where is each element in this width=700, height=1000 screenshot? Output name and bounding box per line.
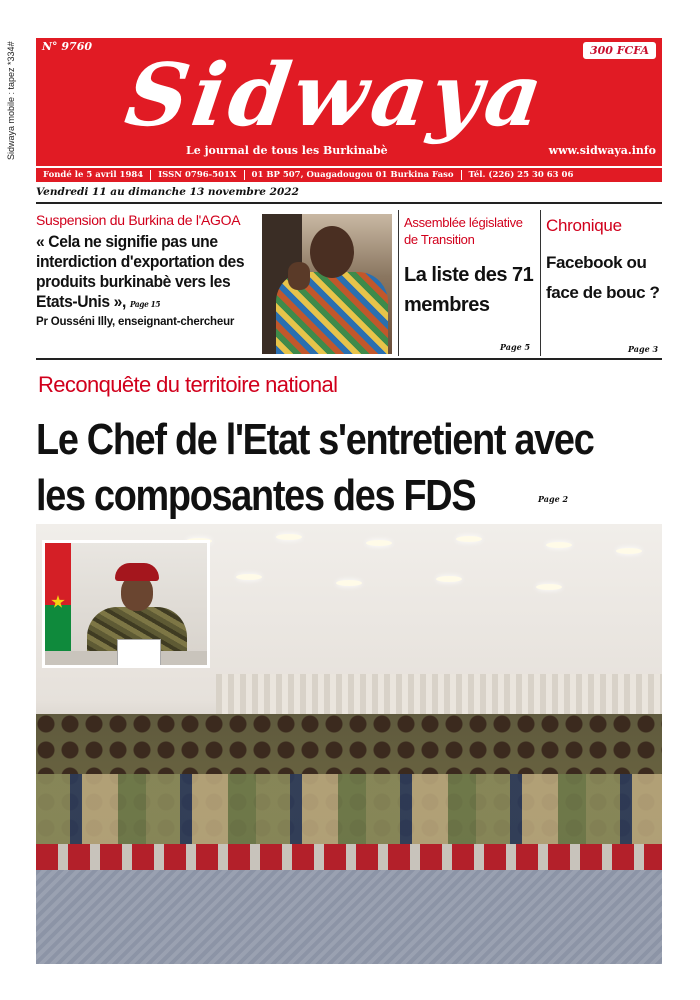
teaser-author: Pr Ousséni Illy, enseignant-chercheur — [36, 316, 235, 328]
price-badge: 300 FCFA — [583, 42, 656, 59]
dateline: Vendredi 11 au dimanche 13 novembre 2022 — [36, 186, 299, 198]
teaser-kicker: Suspension du Burkina de l'AGOA — [36, 212, 241, 228]
divider — [36, 202, 662, 204]
main-photo — [36, 524, 662, 964]
address: 01 BP 507, Ouagadougou 01 Burkina Faso — [245, 170, 462, 180]
founded-date: Fondé le 5 avril 1984 — [36, 170, 151, 180]
main-kicker: Reconquête du territoire national — [38, 372, 338, 397]
teaser-assemblee[interactable] — [404, 214, 536, 352]
page-reference: Page 2 — [538, 494, 569, 504]
website-link[interactable]: www.sidwaya.info — [548, 144, 656, 157]
masthead — [36, 38, 662, 166]
teaser-agoa[interactable] — [36, 212, 262, 328]
teaser-chronique[interactable] — [546, 216, 662, 354]
teaser-headline: « Cela ne signifie pas une interdiction d'exportation des produits burkinabè vers les Etats-Unis », Page 15 — [36, 232, 245, 311]
issn: ISSN 0796-501X — [151, 170, 244, 180]
tagline: Le journal de tous les Burkinabè — [186, 144, 388, 157]
sidebar-mobile-code: Sidwaya mobile : tapez *334# — [6, 41, 16, 160]
page-reference: Page 15 — [129, 299, 161, 309]
column-divider — [540, 210, 541, 356]
teaser-kicker: Chronique — [546, 216, 622, 235]
teaser-kicker: Assemblée législative de Transition — [404, 215, 523, 247]
page-reference: Page 5 — [500, 342, 531, 352]
teaser-headline: Facebook ou face de bouc ? — [546, 253, 660, 302]
divider — [36, 358, 662, 360]
portrait-photo — [262, 214, 392, 354]
issue-number: N° 9760 — [42, 40, 92, 53]
teaser-headline: La liste des 71 membres — [404, 264, 534, 316]
newspaper-logo: Sidwaya — [119, 45, 553, 146]
inset-portrait-photo — [42, 540, 210, 668]
page-reference: Page 3 — [628, 344, 659, 354]
main-headline[interactable]: Le Chef de l'Etat s'entretient avec les composantes des FDS — [36, 415, 594, 520]
column-divider — [398, 210, 399, 356]
info-bar — [36, 166, 662, 182]
phone: Tél. (226) 25 30 63 06 — [468, 170, 574, 180]
